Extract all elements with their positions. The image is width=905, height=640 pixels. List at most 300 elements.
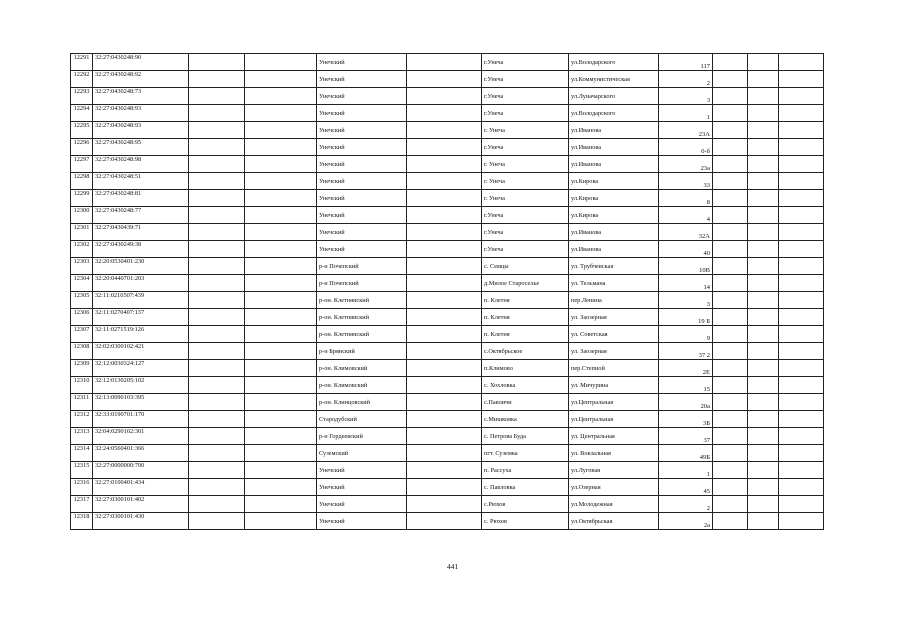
- settlement-cell: с.Павличи: [482, 394, 569, 411]
- district-cell: р-он. Клетнянский: [317, 326, 407, 343]
- empty-cell: [779, 173, 824, 190]
- empty-cell: [748, 343, 779, 360]
- settlement-cell: г.Унеча: [482, 139, 569, 156]
- empty-cell: [713, 54, 748, 71]
- row-number-cell: 12310: [71, 377, 93, 394]
- house-number-cell: 2а: [659, 513, 713, 530]
- empty-cell: [245, 360, 317, 377]
- empty-cell: [407, 496, 482, 513]
- empty-cell: [713, 462, 748, 479]
- empty-cell: [189, 241, 245, 258]
- empty-cell: [748, 156, 779, 173]
- table-row: [71, 496, 824, 513]
- page-number: 441: [446, 562, 459, 571]
- empty-cell: [407, 343, 482, 360]
- empty-cell: [407, 275, 482, 292]
- street-cell: ул.Центральная: [569, 394, 659, 411]
- table-row: [71, 394, 824, 411]
- empty-cell: [407, 394, 482, 411]
- settlement-cell: с. Семцы: [482, 258, 569, 275]
- row-number-cell: 12309: [71, 360, 93, 377]
- empty-cell: [713, 326, 748, 343]
- empty-cell: [245, 343, 317, 360]
- empty-cell: [245, 71, 317, 88]
- empty-cell: [245, 88, 317, 105]
- house-number-cell: 20а: [659, 394, 713, 411]
- street-cell: ул.Коммунистическая: [569, 71, 659, 88]
- empty-cell: [245, 479, 317, 496]
- row-number-cell: 12312: [71, 411, 93, 428]
- row-number-cell: 12295: [71, 122, 93, 139]
- empty-cell: [748, 428, 779, 445]
- empty-cell: [748, 173, 779, 190]
- empty-cell: [779, 105, 824, 122]
- empty-cell: [748, 394, 779, 411]
- empty-cell: [407, 105, 482, 122]
- settlement-cell: с.Октябрьское: [482, 343, 569, 360]
- empty-cell: [713, 377, 748, 394]
- row-number-cell: 12292: [71, 71, 93, 88]
- empty-cell: [713, 394, 748, 411]
- empty-cell: [407, 360, 482, 377]
- cadastre-number-cell: 32:20:0440701:203: [93, 275, 189, 292]
- empty-cell: [779, 326, 824, 343]
- empty-cell: [713, 479, 748, 496]
- empty-cell: [748, 411, 779, 428]
- empty-cell: [713, 173, 748, 190]
- empty-cell: [748, 377, 779, 394]
- district-cell: Унечский: [317, 513, 407, 530]
- empty-cell: [779, 258, 824, 275]
- empty-cell: [189, 513, 245, 530]
- table-row: [71, 360, 824, 377]
- house-number-cell: 45: [659, 479, 713, 496]
- empty-cell: [189, 394, 245, 411]
- settlement-cell: г. Унеча: [482, 122, 569, 139]
- empty-cell: [245, 190, 317, 207]
- empty-cell: [407, 326, 482, 343]
- empty-cell: [779, 445, 824, 462]
- empty-cell: [713, 309, 748, 326]
- house-number-cell: 3Б: [659, 411, 713, 428]
- street-cell: ул. Мичурина: [569, 377, 659, 394]
- empty-cell: [189, 309, 245, 326]
- street-cell: ул.Кирова: [569, 190, 659, 207]
- table-row: [71, 105, 824, 122]
- settlement-cell: г.Унеча: [482, 224, 569, 241]
- empty-cell: [713, 71, 748, 88]
- empty-cell: [189, 275, 245, 292]
- table-row: [71, 224, 824, 241]
- cadastre-number-cell: 32:27:0430248:92: [93, 71, 189, 88]
- empty-cell: [245, 224, 317, 241]
- house-number-cell: 23А: [659, 122, 713, 139]
- house-number-cell: 15: [659, 377, 713, 394]
- empty-cell: [189, 173, 245, 190]
- table-row: [71, 479, 824, 496]
- empty-cell: [748, 122, 779, 139]
- house-number-cell: 32А: [659, 224, 713, 241]
- empty-cell: [713, 428, 748, 445]
- row-number-cell: 12308: [71, 343, 93, 360]
- empty-cell: [407, 156, 482, 173]
- table-row: [71, 513, 824, 530]
- table-row: [71, 258, 824, 275]
- empty-cell: [748, 105, 779, 122]
- empty-cell: [779, 309, 824, 326]
- settlement-cell: д.Милое Староселье: [482, 275, 569, 292]
- empty-cell: [189, 479, 245, 496]
- empty-cell: [189, 190, 245, 207]
- empty-cell: [779, 207, 824, 224]
- row-number-cell: 12303: [71, 258, 93, 275]
- empty-cell: [407, 309, 482, 326]
- empty-cell: [189, 139, 245, 156]
- settlement-cell: г.Унеча: [482, 71, 569, 88]
- empty-cell: [748, 462, 779, 479]
- empty-cell: [779, 462, 824, 479]
- district-cell: Унечский: [317, 224, 407, 241]
- empty-cell: [245, 309, 317, 326]
- empty-cell: [245, 241, 317, 258]
- street-cell: ул.Кирова: [569, 173, 659, 190]
- cadastre-number-cell: 32:27:0430248:98: [93, 156, 189, 173]
- row-number-cell: 12291: [71, 54, 93, 71]
- empty-cell: [407, 88, 482, 105]
- empty-cell: [713, 343, 748, 360]
- settlement-cell: с.Рюхов: [482, 496, 569, 513]
- street-cell: ул. Центральная: [569, 428, 659, 445]
- empty-cell: [245, 122, 317, 139]
- house-number-cell: 14: [659, 275, 713, 292]
- empty-cell: [189, 360, 245, 377]
- empty-cell: [245, 139, 317, 156]
- cadastre-number-cell: 32:27:0430248:73: [93, 88, 189, 105]
- empty-cell: [407, 445, 482, 462]
- house-number-cell: 2Е: [659, 360, 713, 377]
- row-number-cell: 12297: [71, 156, 93, 173]
- document-table-wrapper: [70, 53, 823, 530]
- district-cell: Унечский: [317, 241, 407, 258]
- row-number-cell: 12315: [71, 462, 93, 479]
- district-cell: Унечский: [317, 479, 407, 496]
- empty-cell: [245, 411, 317, 428]
- cadastre-number-cell: 32:27:0430248:51: [93, 173, 189, 190]
- empty-cell: [779, 377, 824, 394]
- settlement-cell: г. Унеча: [482, 190, 569, 207]
- district-cell: Унечский: [317, 139, 407, 156]
- empty-cell: [189, 411, 245, 428]
- empty-cell: [779, 122, 824, 139]
- empty-cell: [748, 241, 779, 258]
- house-number-cell: 117: [659, 54, 713, 71]
- cadastre-number-cell: 32:12:0030324:127: [93, 360, 189, 377]
- empty-cell: [748, 292, 779, 309]
- empty-cell: [779, 292, 824, 309]
- district-cell: Унечский: [317, 88, 407, 105]
- empty-cell: [748, 513, 779, 530]
- empty-cell: [245, 292, 317, 309]
- settlement-cell: с. Рюхов: [482, 513, 569, 530]
- table-row: [71, 88, 824, 105]
- settlement-cell: п. Клетня: [482, 309, 569, 326]
- district-cell: р-н Почепский: [317, 275, 407, 292]
- house-number-cell: 37: [659, 428, 713, 445]
- empty-cell: [407, 462, 482, 479]
- district-cell: Унечский: [317, 122, 407, 139]
- table-row: [71, 122, 824, 139]
- settlement-cell: с.Мишковка: [482, 411, 569, 428]
- empty-cell: [245, 496, 317, 513]
- empty-cell: [779, 88, 824, 105]
- empty-cell: [189, 428, 245, 445]
- row-number-cell: 12306: [71, 309, 93, 326]
- empty-cell: [713, 190, 748, 207]
- cadastre-number-cell: 32:27:0430248:95: [93, 139, 189, 156]
- cadastre-number-cell: 32:27:0430248:93: [93, 105, 189, 122]
- empty-cell: [713, 88, 748, 105]
- cadastre-number-cell: 32:33:0190701:170: [93, 411, 189, 428]
- house-number-cell: 3: [659, 88, 713, 105]
- row-number-cell: 12302: [71, 241, 93, 258]
- settlement-cell: г.Унеча: [482, 105, 569, 122]
- empty-cell: [407, 241, 482, 258]
- street-cell: ул. Вокзальная: [569, 445, 659, 462]
- empty-cell: [779, 496, 824, 513]
- empty-cell: [779, 343, 824, 360]
- street-cell: пер.Степной: [569, 360, 659, 377]
- row-number-cell: 12298: [71, 173, 93, 190]
- empty-cell: [779, 275, 824, 292]
- empty-cell: [748, 326, 779, 343]
- empty-cell: [713, 156, 748, 173]
- district-cell: р-н Брянский: [317, 343, 407, 360]
- street-cell: ул.Центральная: [569, 411, 659, 428]
- street-cell: ул. Заозерная: [569, 309, 659, 326]
- empty-cell: [407, 377, 482, 394]
- house-number-cell: 8: [659, 190, 713, 207]
- empty-cell: [748, 54, 779, 71]
- row-number-cell: 12305: [71, 292, 93, 309]
- cadastre-number-cell: 32:11:0210507:439: [93, 292, 189, 309]
- table-row: [71, 309, 824, 326]
- house-number-cell: 4: [659, 207, 713, 224]
- street-cell: ул.Озерная: [569, 479, 659, 496]
- house-number-cell: 23а: [659, 156, 713, 173]
- cadastre-number-cell: 32:27:0300101:402: [93, 496, 189, 513]
- district-cell: р-он. Климовский: [317, 360, 407, 377]
- empty-cell: [407, 428, 482, 445]
- empty-cell: [189, 88, 245, 105]
- empty-cell: [245, 156, 317, 173]
- empty-cell: [748, 71, 779, 88]
- empty-cell: [407, 258, 482, 275]
- empty-cell: [713, 207, 748, 224]
- table-row: [71, 156, 824, 173]
- empty-cell: [779, 360, 824, 377]
- settlement-cell: с. Павловка: [482, 479, 569, 496]
- table-row: [71, 292, 824, 309]
- empty-cell: [245, 326, 317, 343]
- empty-cell: [245, 173, 317, 190]
- empty-cell: [407, 190, 482, 207]
- house-number-cell: 33: [659, 173, 713, 190]
- empty-cell: [189, 71, 245, 88]
- empty-cell: [748, 275, 779, 292]
- district-cell: Унечский: [317, 54, 407, 71]
- row-number-cell: 12317: [71, 496, 93, 513]
- cadastre-number-cell: 32:27:0430248:81: [93, 190, 189, 207]
- empty-cell: [713, 258, 748, 275]
- settlement-cell: г. Унеча: [482, 173, 569, 190]
- empty-cell: [748, 258, 779, 275]
- row-number-cell: 12307: [71, 326, 93, 343]
- table-row: [71, 462, 824, 479]
- street-cell: ул. Советская: [569, 326, 659, 343]
- empty-cell: [748, 88, 779, 105]
- table-row: [71, 190, 824, 207]
- district-cell: р-н Почепский: [317, 258, 407, 275]
- table-row: [71, 445, 824, 462]
- empty-cell: [779, 394, 824, 411]
- district-cell: Унечский: [317, 156, 407, 173]
- empty-cell: [779, 190, 824, 207]
- table-body: [71, 54, 824, 530]
- empty-cell: [713, 496, 748, 513]
- empty-cell: [407, 292, 482, 309]
- row-number-cell: 12316: [71, 479, 93, 496]
- cadastre-number-cell: 32:02:0300102:421: [93, 343, 189, 360]
- address-table: [70, 53, 824, 530]
- house-number-cell: 3: [659, 292, 713, 309]
- cadastre-number-cell: 32:11:0270407:137: [93, 309, 189, 326]
- empty-cell: [245, 54, 317, 71]
- street-cell: ул.Луначарского: [569, 88, 659, 105]
- street-cell: ул.Иванова: [569, 139, 659, 156]
- settlement-cell: п. Клетня: [482, 326, 569, 343]
- cadastre-number-cell: 32:27:0430248:77: [93, 207, 189, 224]
- settlement-cell: п.Климово: [482, 360, 569, 377]
- row-number-cell: 12293: [71, 88, 93, 105]
- house-number-cell: 9: [659, 326, 713, 343]
- settlement-cell: пгт. Суземка: [482, 445, 569, 462]
- empty-cell: [407, 513, 482, 530]
- empty-cell: [713, 445, 748, 462]
- street-cell: ул.Иванова: [569, 156, 659, 173]
- empty-cell: [245, 513, 317, 530]
- house-number-cell: 0-б: [659, 139, 713, 156]
- empty-cell: [189, 377, 245, 394]
- settlement-cell: г.Унеча: [482, 241, 569, 258]
- empty-cell: [779, 156, 824, 173]
- cadastre-number-cell: 32:11:0271519:126: [93, 326, 189, 343]
- cadastre-number-cell: 32:27:0430248:93: [93, 122, 189, 139]
- empty-cell: [748, 496, 779, 513]
- empty-cell: [407, 122, 482, 139]
- table-row: [71, 411, 824, 428]
- house-number-cell: 40: [659, 241, 713, 258]
- street-cell: ул.Октябрьская: [569, 513, 659, 530]
- empty-cell: [245, 394, 317, 411]
- settlement-cell: п. Клетня: [482, 292, 569, 309]
- street-cell: ул.Молодежная: [569, 496, 659, 513]
- empty-cell: [189, 462, 245, 479]
- empty-cell: [713, 224, 748, 241]
- district-cell: Унечский: [317, 462, 407, 479]
- house-number-cell: 19 Б: [659, 309, 713, 326]
- district-cell: р-он. Клинцовский: [317, 394, 407, 411]
- settlement-cell: г.Унеча: [482, 88, 569, 105]
- cadastre-number-cell: 32:27:0300101:430: [93, 513, 189, 530]
- street-cell: ул.Иванова: [569, 241, 659, 258]
- cadastre-number-cell: 32:13:0090103:395: [93, 394, 189, 411]
- empty-cell: [748, 479, 779, 496]
- empty-cell: [189, 326, 245, 343]
- settlement-cell: п. Рассуха: [482, 462, 569, 479]
- empty-cell: [779, 428, 824, 445]
- street-cell: ул.Володарского: [569, 54, 659, 71]
- settlement-cell: г.Унеча: [482, 54, 569, 71]
- district-cell: Унечский: [317, 71, 407, 88]
- table-row: [71, 207, 824, 224]
- row-number-cell: 12300: [71, 207, 93, 224]
- empty-cell: [779, 54, 824, 71]
- cadastre-number-cell: 32:27:0100401:434: [93, 479, 189, 496]
- empty-cell: [713, 411, 748, 428]
- empty-cell: [779, 139, 824, 156]
- table-row: [71, 139, 824, 156]
- empty-cell: [713, 275, 748, 292]
- empty-cell: [779, 513, 824, 530]
- empty-cell: [189, 122, 245, 139]
- empty-cell: [407, 71, 482, 88]
- empty-cell: [189, 224, 245, 241]
- empty-cell: [779, 411, 824, 428]
- district-cell: р-он. Климовский: [317, 377, 407, 394]
- empty-cell: [779, 71, 824, 88]
- street-cell: ул. Заозерная: [569, 343, 659, 360]
- settlement-cell: с. Хохловка: [482, 377, 569, 394]
- empty-cell: [748, 190, 779, 207]
- empty-cell: [748, 139, 779, 156]
- street-cell: ул.Володарского: [569, 105, 659, 122]
- settlement-cell: г. Унеча: [482, 156, 569, 173]
- table-row: [71, 71, 824, 88]
- empty-cell: [407, 139, 482, 156]
- empty-cell: [245, 275, 317, 292]
- row-number-cell: 12311: [71, 394, 93, 411]
- cadastre-number-cell: 32:27:0430248:90: [93, 54, 189, 71]
- empty-cell: [189, 207, 245, 224]
- empty-cell: [748, 360, 779, 377]
- cadastre-number-cell: 32:04:0290102:301: [93, 428, 189, 445]
- street-cell: ул.Кирова: [569, 207, 659, 224]
- empty-cell: [713, 513, 748, 530]
- house-number-cell: 2: [659, 496, 713, 513]
- district-cell: Суземский: [317, 445, 407, 462]
- empty-cell: [189, 54, 245, 71]
- street-cell: пер.Ленина: [569, 292, 659, 309]
- empty-cell: [407, 173, 482, 190]
- empty-cell: [748, 445, 779, 462]
- empty-cell: [748, 309, 779, 326]
- cadastre-number-cell: 32:20:0530401:230: [93, 258, 189, 275]
- district-cell: Унечский: [317, 190, 407, 207]
- house-number-cell: 10В: [659, 258, 713, 275]
- house-number-cell: 1: [659, 105, 713, 122]
- table-row: [71, 377, 824, 394]
- house-number-cell: 2: [659, 71, 713, 88]
